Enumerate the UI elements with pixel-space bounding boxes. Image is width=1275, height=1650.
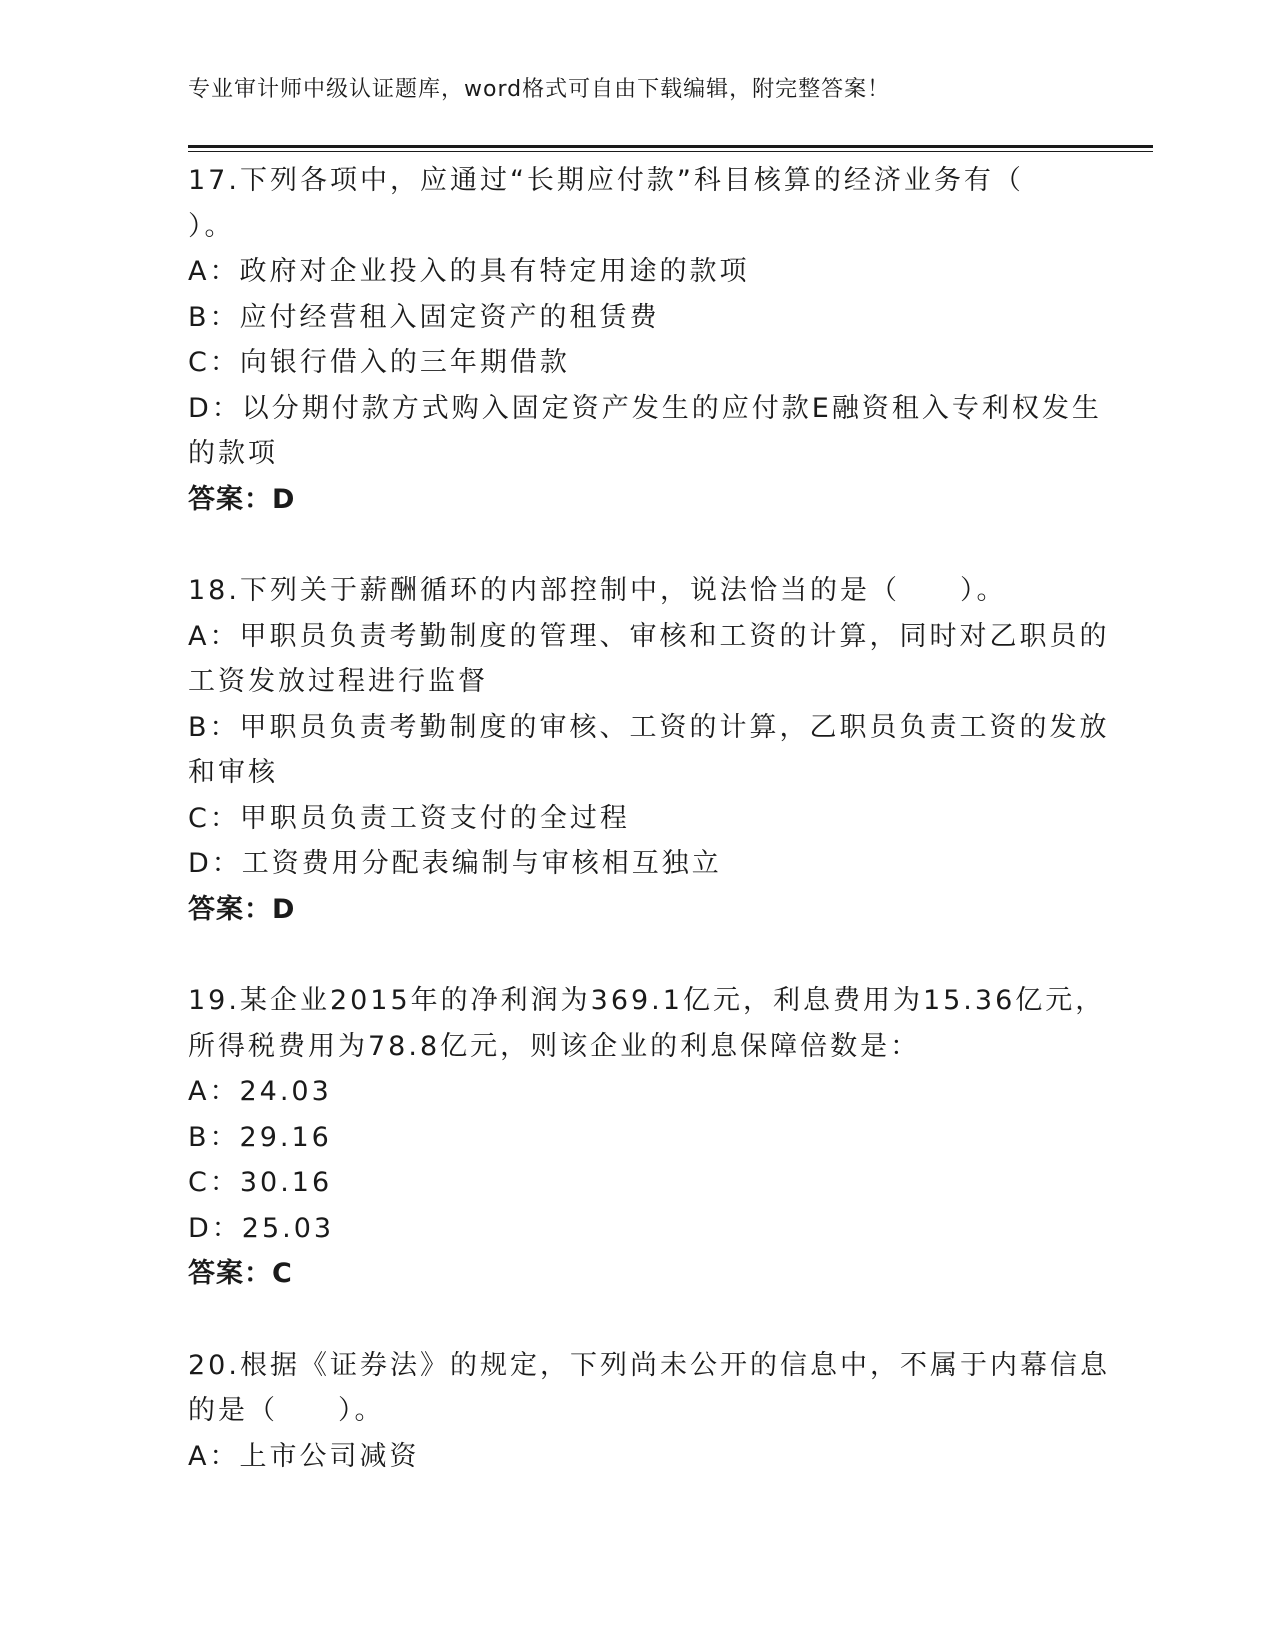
answer-line: 答案：D — [188, 893, 296, 925]
question-stem-line: 所得税费用为78.8亿元，则该企业的利息保障倍数是： — [188, 1030, 921, 1062]
option-line: C：30.16 — [188, 1167, 333, 1198]
question-block — [188, 978, 1106, 1297]
option-line: C：向银行借入的三年期借款 — [188, 347, 570, 378]
question-stem-line: 19.某企业2015年的净利润为369.1亿元，利息费用为15.36亿元， — [188, 985, 1106, 1016]
question-stem-line: 的是（ ）。 — [188, 1395, 385, 1426]
option-line: A：上市公司减资 — [188, 1440, 420, 1472]
question-stem-line: 18.下列关于薪酬循环的内部控制中，说法恰当的是（ ）。 — [188, 575, 1007, 606]
header-rule-thick — [188, 145, 1153, 148]
option-line: A：24.03 — [188, 1076, 332, 1107]
question-block — [188, 1343, 1110, 1480]
question-stem-line: 20.根据《证券法》的规定，下列尚未公开的信息中，不属于内幕信息 — [188, 1349, 1110, 1381]
question-stem-line: ）。 — [188, 210, 235, 242]
option-line: D：工资费用分配表编制与审核相互独立 — [188, 848, 722, 879]
question-block — [188, 158, 1102, 522]
option-line: B：甲职员负责考勤制度的审核、工资的计算，乙职员负责工资的发放 — [188, 711, 1110, 743]
option-line: C：甲职员负责工资支付的全过程 — [188, 802, 630, 834]
option-line: D：25.03 — [188, 1212, 335, 1244]
page-header: 专业审计师中级认证题库，word格式可自由下载编辑，附完整答案！ — [188, 77, 891, 102]
option-line: A：甲职员负责考勤制度的管理、审核和工资的计算，同时对乙职员的 — [188, 620, 1110, 652]
question-block — [188, 568, 1110, 932]
option-line: A：政府对企业投入的具有特定用途的款项 — [188, 256, 750, 287]
option-line: D：以分期付款方式购入固定资产发生的应付款E融资租入专利权发生 — [188, 392, 1102, 424]
answer-line: 答案：D — [188, 483, 296, 515]
option-line: B：应付经营租入固定资产的租赁费 — [188, 301, 660, 333]
answer-line: 答案：C — [188, 1258, 293, 1289]
question-stem-line: 17.下列各项中，应通过“长期应付款”科目核算的经济业务有（ — [188, 165, 1024, 196]
option-line: 工资发放过程进行监督 — [188, 666, 488, 697]
question-list — [188, 158, 1110, 1525]
option-line: 和审核 — [188, 757, 278, 788]
header-rule-thin — [188, 151, 1153, 152]
option-line: 的款项 — [188, 438, 278, 469]
option-line: B：29.16 — [188, 1121, 332, 1153]
